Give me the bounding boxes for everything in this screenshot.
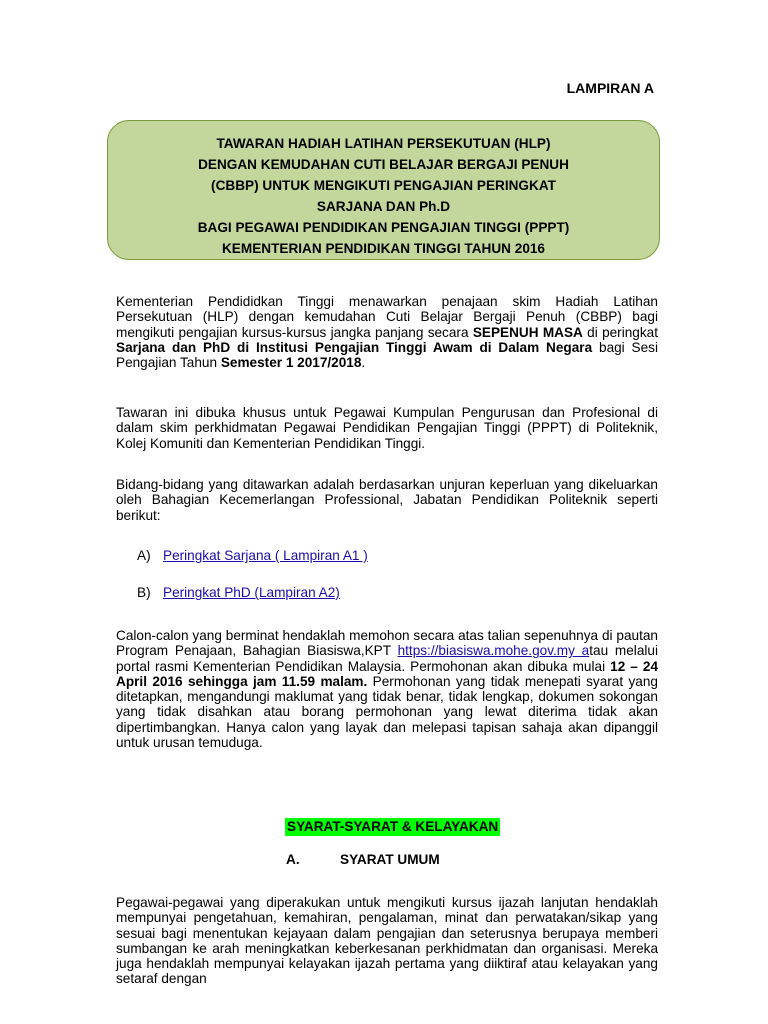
link-phd[interactable]: Peringkat PhD (Lampiran A2)	[163, 585, 340, 600]
text: Kementerian Pendididkan Tinggi menawarkan penajaan skim Hadiah Latihan Persekutuan (HLP) dengan kemudahan Cuti Belajar Bergaji Penuh (CBBP) bagi mengikuti pengajian kursus-kursus jangka panjang secara	[116, 294, 658, 340]
title-line: BAGI PEGAWAI PENDIDIKAN PENGAJIAN TINGGI (PPPT)	[197, 220, 570, 235]
subheading-label: SYARAT UMUM	[340, 852, 440, 867]
general-requirements-paragraph: Pegawai-pegawai yang diperakukan untuk mengikuti kursus ijazah lanjutan hendaklah mempunyai pengetahuan, kemahiran, pengalaman, minat dan perwatakan/sikap yang sesuai bagi menentukan kejayaan dalam pengajian dan seterusnya berupaya memberi sumbangan ke arah meningkatkan keberkesanan perkhidmatan dan organisasi. Mereka juga hendaklah mempunyai kelayakan ijazah pertama yang diiktiraf atau kelayakan yang setaraf dengan	[116, 895, 658, 987]
intro-paragraph	[116, 294, 658, 370]
title-line: KEMENTERIAN PENDIDIKAN TINGGI TAHUN 2016	[221, 241, 545, 256]
title-line: SARJANA DAN Ph.D	[316, 199, 451, 214]
text: di peringkat	[582, 324, 658, 340]
bold-text: Sarjana dan PhD di Institusi Pengajian Tinggi Awam di Dalam Negara	[116, 339, 593, 355]
bold-text: Semester 1 2017/2018	[220, 355, 362, 371]
list-letter: B)	[137, 585, 151, 600]
title-box	[107, 120, 660, 260]
title-line: TAWARAN HADIAH LATIHAN PERSEKUTUAN (HLP)	[216, 136, 551, 151]
application-paragraph	[116, 628, 658, 750]
bold-text: 12 – 24 April 2016 sehingga jam 11.59 malam.	[116, 658, 659, 689]
biasiswa-link[interactable]: https://biasiswa.mohe.gov.my a	[397, 643, 590, 659]
eligibility-paragraph: Tawaran ini dibuka khusus untuk Pegawai Kumpulan Pengurusan dan Profesional di dalam skim perkhidmatan Pegawai Pendidikan Pengajian Tinggi (PPPT) di Politeknik, Kolej Komuniti dan Kementerian Pendidikan Tinggi.	[116, 405, 658, 451]
title-line: (CBBP) UNTUK MENGIKUTI PENGAJIAN PERINGKAT	[211, 178, 556, 193]
text: bagi Sesi Pengajian Tahun	[116, 339, 658, 371]
title-line: DENGAN KEMUDAHAN CUTI BELAJAR BERGAJI PENUH	[198, 157, 569, 172]
list-item	[137, 548, 368, 564]
fields-paragraph: Bidang-bidang yang ditawarkan adalah berdasarkan unjuran keperluan yang dikeluarkan oleh Bahagian Kecemerlangan Professional, Jabatan Pendidikan Politeknik seperti berikut:	[116, 477, 658, 523]
list-letter: A)	[137, 548, 151, 563]
section-heading: SYARAT-SYARAT & KELAYAKAN	[287, 819, 499, 834]
text: .	[361, 355, 366, 371]
text: Calon-calon yang berminat hendaklah memohon secara atas talian sepenuhnya di pautan Program Penajaan, Bahagian Biasiswa,KPT	[116, 628, 658, 659]
subheading-number: A.	[286, 852, 300, 867]
appendix-label: LAMPIRAN A	[566, 80, 654, 96]
text: tau melalui portal rasmi Kementerian Pendidikan Malaysia. Permohonan akan dibuka mulai	[116, 643, 658, 674]
subheading	[286, 852, 440, 867]
bold-text: SEPENUH MASA	[472, 324, 583, 340]
text: Permohonan yang tidak menepati syarat yang ditetapkan, mengandungi maklumat yang tidak benar, tidak lengkap, dokumen sokongan yang tidak disahkan atau borang permohonan yang lewat diterima tidak akan dipertimbangkan. Hanya calon yang layak dan melepasi tapisan sahaja akan dipanggil untuk urusan temuduga.	[116, 673, 658, 751]
link-sarjana[interactable]: Peringkat Sarjana ( Lampiran A1 )	[163, 548, 368, 563]
list-item	[137, 585, 340, 601]
